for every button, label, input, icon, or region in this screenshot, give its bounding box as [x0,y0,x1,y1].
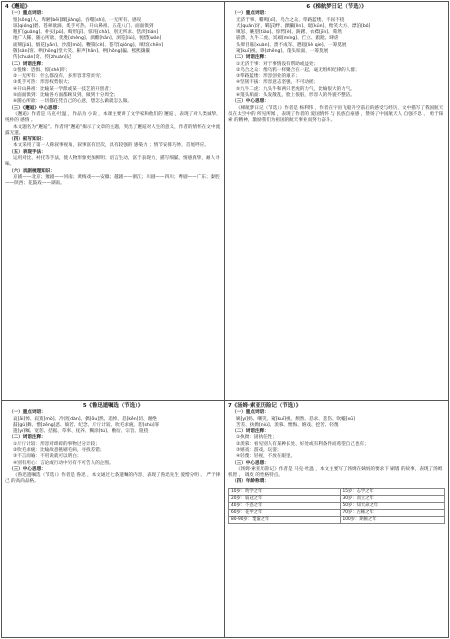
text-line: ④轻蔑：轻视，不放在眼里。 [236,454,296,460]
text-line: 嗔怒、眺望[tiào]、惊愕[è]、踌躇、衣襟[jīn]、蓦然 [236,30,342,36]
section-5-panel [1,401,225,638]
text-line: ①执拗：固执任性； [236,435,277,441]
text-line: 传[chuán]奇、传[zhuàn]记 [13,55,72,61]
text-line: ③不言而喻：不用说就可以明白； [13,454,82,460]
text-line: 遗[yí]嘱、宽恕、拮据、草率、抚养、糊涂[tú]、敷衍、宗旨、阻挠 [13,429,149,435]
text-line: ②一无所有：什么都没有，多形容非常贫穷； [13,74,105,80]
table-row [229,516,445,523]
section-heading: （三）中心思想： [232,460,269,466]
text-line: 犬[quǎn]牙、羁[jī]绊、蹂躏[lìn]、琨[kūn]、贻笑大方、漂泊[bó] [236,23,371,29]
section-heading: （二）词语注释： [232,55,269,61]
section-6-panel [225,1,449,401]
table-cell: 10岁：幼学之年 [229,488,341,495]
section-5-title: 5《鲁迅遗嘱选（节选）》 [82,403,144,409]
table-cell: 40岁：不惑之年 [229,502,341,509]
section-7-title: 7《汤姆·索亚历险记（节选）》 [228,403,302,409]
text-line: ②羡慕：看见别人有某种长处、好处或有利条件而希望自己也有； [236,441,369,447]
text-line: 《鲁迅遗嘱选（节选）》作者是 鲁迅 ，本文通过七条遗嘱的内容，表现了鲁迅先生 爱憎分明 、 严于律己 的高尚品格。 [5,473,221,485]
text-line: ②吹毛求疵：比喻故意挑剔毛病，寻找差错； [13,447,105,453]
table-cell: 60岁：花甲之年 [229,509,341,516]
section-heading: （四）年龄称谓： [232,479,269,485]
section-heading: （二）词语注释： [9,435,46,441]
section-7-body [228,410,445,486]
section-heading: （三）中心思想： [9,466,46,472]
section-heading: （一）重点词语： [9,410,46,416]
section-heading: （三）《邂逅》中心思想： [9,105,62,111]
text-line: 地广人稀、随心所欲、优胜[shèng]、酒酣[hān]、浏览[liú]、惋惜[wǎn] [13,36,162,42]
section-6-title: 6《梯航梦日记（节选）》 [306,4,367,10]
text-line: 本文采用了第一人称叙事视角，叙事富有层次，具有较强的 感染力 ；情节安排巧妙，首尾呼应。 [13,143,209,149]
section-heading: （六）戏剧梳理知识： [9,168,55,174]
section-heading: （四）叙写知识： [9,137,46,143]
text-line: 苦差、执拗[niù]、羡慕、懊悔、嬉戏、挖苦、轻蔑 [236,422,339,428]
table-cell: 50岁：知天命之年 [340,502,444,509]
age-title-table [228,488,445,524]
text-line: 面颊[jiá]、烟花[yān]、沙漠[mò]、鞭策[cè]、苍穹[qióng]、嗔怪[chēn] [13,42,164,48]
text-line: 《邂逅》作者是 马克·吐温 ，作品为 小说 ，本课主要讲了文学家和他们的 邂逅 ，表现了对人类诚挚、纯朴的 感情 。 [5,111,221,124]
table-cell: 70岁：古稀之年 [340,509,444,516]
section-6-body [228,11,445,124]
text-line: ④坚韧不拔：形容意志坚强，不可动摇； [236,80,319,86]
table-cell: 100岁：期颐之年 [340,516,444,523]
section-4-panel [1,1,225,401]
text-line: 《梯航梦日记（节选）》作者是 杨利伟 ，作者在宇宙飞船升空前后的感受与经历，文中描写了我国航天员在太空中的 所见所闻 ，表现了作者的 爱国情怀 与 民族自豪感 ，赞扬了中国航天人 自强不息 、 勇于探索 的精神，激励我们为祖国的航天事业而努力奋斗。 [228,105,444,124]
text-line: 姨[yí]妈、嘲笑、窥[kuī]视、颓然、恳求、悲伤、吹嘘[xū] [236,416,355,422]
table-cell: 80-90岁：耄耋之年 [229,516,341,523]
text-line: ①无济于事：对于事情没有帮助或益处； [236,61,319,67]
text-line: ③嬉戏：游戏，玩耍； [236,447,282,453]
text-line: ②乌合之众：像乌鸦一样聚合在一起，毫无组织纪律的人群； [236,67,360,73]
text-line: ④别有用心：言论或行动中另有不可告人的企图。 [13,460,114,466]
table-cell: 30岁：而立之年 [340,495,444,502]
text-line: ③筚路蓝缕：形容创业的艰辛； [236,74,300,80]
table-row [229,509,445,516]
text-line: 《汤姆·索亚历险记》作者是 马克·吐温 ，本文主要写了汤姆在姨妈的要求下 刷墙 的故事，表现了汤姆 机智 、 调皮 的性格特点。 [228,466,443,479]
section-4-body [5,11,221,187]
section-heading: （一）重点词语： [232,11,269,17]
section-5-body [5,410,221,486]
text-line: ④开山鼻祖：比喻某一学派或某一技艺的开创者； [13,86,114,92]
text-line: 运用对比、衬托等手法，使人物形象更加鲜明；语言生动，富于表现力，描写细腻，情感真挚，耐人寻味。 [5,156,220,168]
text-line: 窥[kuī]视、铮[zhēng]、蓬头垢面、一筹莫展 [236,48,329,54]
section-heading: （一）重点词语： [9,11,46,17]
section-heading: （二）词语注释： [232,429,269,435]
text-line: ①斤斤计较：形容对琐碎的事物过分计较； [13,441,100,447]
text-line: ⑥随心所欲：一切都任凭自己的心意，想怎么做就怎么做。 [13,99,132,105]
text-line: ⑤九牛二虎：九头牛和两只老虎的力气，比喻很大的力气。 [236,86,355,92]
section-heading: （三）中心思想： [232,99,269,105]
text-line: ①惶悚：恐惧、惊[shè]吓； [13,67,71,73]
table-row [229,495,445,502]
table-row [229,502,445,509]
table-cell: 20岁：弱冠之年 [229,495,341,502]
section-heading: （一）重点词语： [232,410,269,416]
text-line: 头晕目眩[xuàn]、溃不成军、趔趄[liè qie]、一筹莫展 [236,42,347,48]
text-line: ③炙手可热：形容权势很大； [13,80,73,86]
section-4-title: 4《邂逅》 [5,4,31,10]
section-heading: （二）词语注释： [9,61,46,67]
section-7-panel [225,401,449,638]
text-line: 本文题名为“邂逅”。作者用“邂逅”揭示了文章的主题，突出了邂逅对人生的意义，作者的情怀在文中流露无遗。 [5,124,221,136]
text-line: 哀[āi]悼、寂寞[mò]、冷淡[dàn]、偶[ǒu]然、追悼、恳[kěn]切、谢绝 [13,416,157,422]
section-heading: （五）表现手法： [9,149,46,155]
text-line: 粗犷[guǎng]、朴实[pǔ]、畸形[jī]、惊诧[chà]、别无所求、恬淡[tián] [13,30,159,36]
text-line: 鼓[gǔ]舞、憎[zēng]恶、倘若、纪念、斤斤计较、吹毛求疵、恕[shù]罪 [13,422,160,428]
text-line: 敬[sǎn]客、哄[hōng]堂大笑、鼾声[hān]、哄[hǒng]骗、熙熙攘攘 [13,48,150,54]
text-line: ⑥蓬头垢面：头发散乱，脸上很脏，形容人的外貌不整洁。 [236,93,355,99]
text-line: 惶[sǒng]人、卑陋[bēi]踝[jiǎng]、吞噬[shì]、一无所有、感叹 [13,17,142,23]
text-line: 京剧——北京；豫剧——河南；黄梅戏——安徽；越剧——浙江；川剧——四川；粤剧——广东；秦腔——陕西；花鼓戏——湖南。 [5,174,220,187]
table-row [229,488,445,495]
text-line: 琼[qióng]碧、苍翠欲滴、炙手可热、开山鼻祖、五花八门、面面俱到 [13,23,154,29]
table-cell: 15岁：志学之年 [340,488,444,495]
text-line: 崩溃、九牛二虎、冥顽[míng]、伫立、踉跄、肆虐 [236,36,339,42]
text-line: ⑤面面俱到：比喻各方面都顾及到，做到十分周全； [13,93,119,99]
text-line: 无济于事、嘶鸣[sī]、乌合之众、筚路蓝缕、不屈不挠 [236,17,345,23]
